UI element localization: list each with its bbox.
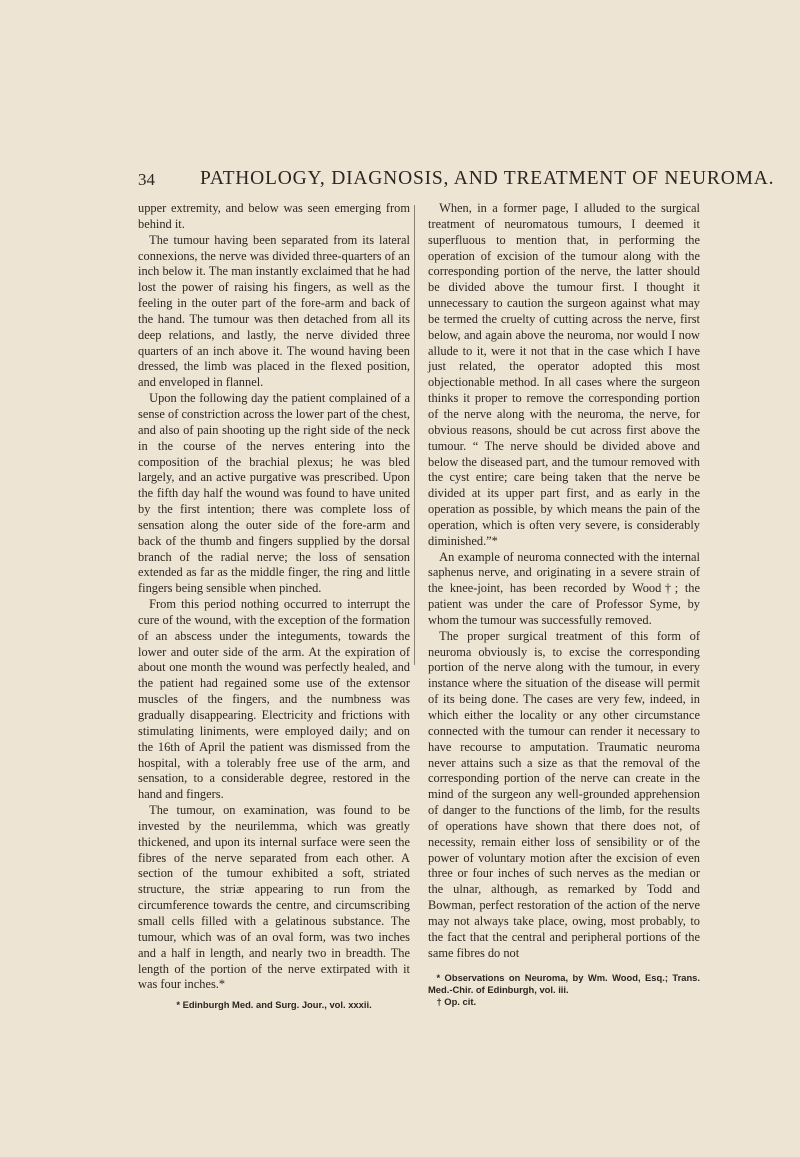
paragraph: Upon the following day the patient complained of a sense of constriction across the lower part of the chest, and also of pain shooting up the right side of the neck in the course of the nerves entering into the composition of the brachial plexus; he was bled largely, and an active purgative was prescribed. Upon the fifth day half the wound was found to have united by the first intention; there was complete loss of sensation along the outer side of the fore-arm and back of the thumb and fingers supplied by the dorsal branch of the radial nerve; the loss of sensation extended as far as the middle finger, the ring and little fingers being sensible when pinched. <box>138 391 410 596</box>
footnotes <box>428 972 700 1008</box>
column-divider <box>414 205 415 665</box>
footnote: † Op. cit. <box>436 995 477 1007</box>
paragraph: When, in a former page, I alluded to the surgical treatment of neuromatous tumours, I deemed it superfluous to mention that, in performing the operation of excision of the tumour along with the corresponding portion of the nerve, the latter should be divided above the tumour first. I thought it unnecessary to caution the surgeon against what may be termed the cruelty of cutting across the nerve, first below, and again above the neuroma, nor would I now allude to it, were it not that in the case which I have just related, the operator adopted this most objectionable method. In all cases where the surgeon thinks it proper to remove the corresponding portion of the nerve along with the neuroma, the nerve, for obvious reasons, should be cut across first above the tumour. “ The nerve should be divided above and below the diseased part, and the tumour removed with the cyst entire; care being taken that the nerve be divided at its upper part first, and as early in the operation as possible, by which means the pain of the operation, which is often very severe, is considerably diminished.”* <box>428 201 700 548</box>
page-number: 34 <box>138 170 155 189</box>
right-column <box>428 201 700 1008</box>
paragraph: upper extremity, and below was seen emerging from behind it. <box>138 201 410 231</box>
left-column <box>138 201 410 1011</box>
footnote: * Edinburgh Med. and Surg. Jour., vol. xxxii. <box>176 999 372 1011</box>
paragraph: The proper surgical treatment of this form of neuroma obviously is, to excise the corresponding portion of the nerve along with the tumour, in every instance where the situation of the disease will permit of its being done. The cases are very few, indeed, in which either the locality or any other circumstance connected with the tumour can render it necessary to have recourse to amputation. Traumatic neuroma never attains such a size as that the removal of the corresponding portion of the nerve can create in the mind of the surgeon any well-grounded apprehension of danger to the functions of the limb, for the results of operations have shown that there does not, of necessity, remain either loss of sensibility or of the power of voluntary motion after the excision of even three or four inches of such nerves as the median or the ulnar, although, as remarked by Todd and Bowman, perfect restoration of the action of the nerve may not always take place, owing, most probably, to the fact that the central and peripheral portions of the same fibres do not <box>428 628 700 960</box>
paragraph: From this period nothing occurred to interrupt the cure of the wound, with the exception of the formation of an abscess under the integuments, towards the lower and outer side of the arm. At the expiration of about one month the wound was perfectly healed, and the patient had regained some use of the extensor muscles of the fingers, and the numbness was gradually disappearing. Electricity and frictions with stimulating liniments, were employed daily; and on the 16th of April the patient was dismissed from the hospital, with a tolerably free use of the arm, and sensation, to a considerable degree, restored in the hand and fingers. <box>138 597 410 802</box>
paragraph: The tumour, on examination, was found to be invested by the neurilemma, which was greatly thickened, and upon its internal surface were seen the fibres of the nerve separated from each other. A section of the tumour exhibited a soft, striated structure, the striæ appearing to run from the circumference towards the centre, and circumscribing small cells filled with a gelatinous substance. The tumour, which was of an oval form, was two inches and a half in length, and nearly two in breadth. The length of the portion of the nerve extirpated with it was four inches.* <box>138 803 410 992</box>
paragraph: An example of neuroma connected with the internal saphenus nerve, and originating in a severe strain of the knee-joint, has been recorded by Wood†; the patient was under the care of Professor Syme, by whom the tumour was successfully removed. <box>428 549 700 627</box>
paragraph: The tumour having been separated from its lateral connexions, the nerve was divided three-quarters of an inch below it. The man instantly exclaimed that he had lost the power of raising his fingers, as well as the feeling in the outer part of the fore-arm and back of the hand. The tumour was then detached from all its deep relations, and lastly, the nerve divided three quarters of an inch above it. The wound having been dressed, the limb was placed in the flexed position, and enveloped in flannel. <box>138 232 410 390</box>
running-head: PATHOLOGY, DIAGNOSIS, AND TREATMENT OF NEUROMA. <box>200 168 775 189</box>
footnote: * Observations on Neuroma, by Wm. Wood, Esq.; Trans. Med.-Chir. of Edinburgh, vol. iii. <box>428 971 700 995</box>
